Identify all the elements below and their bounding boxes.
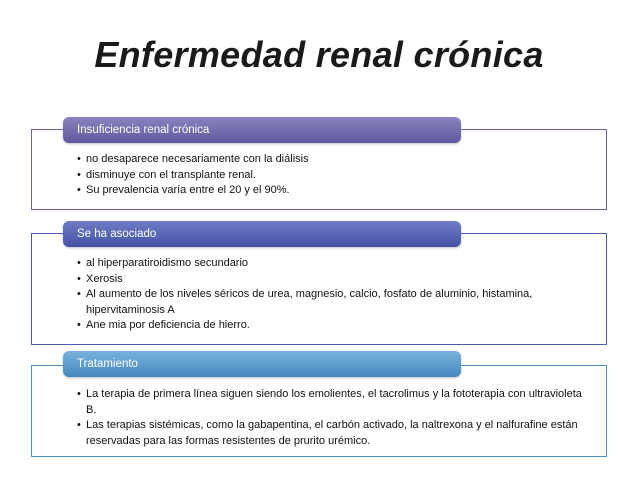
section-header-asociado: Se ha asociado [63, 221, 461, 247]
list-item: • al hiperparatiroidismo secundario [77, 256, 587, 272]
section-list-asociado [77, 256, 587, 334]
list-item: • Su prevalencia varía entre el 20 y el 90%. [77, 183, 587, 199]
list-item: • La terapia de primera línea siguen siendo los emolientes, el tacrolimus y la fototerapia con ultravioleta B. [77, 387, 587, 418]
list-item: • Las terapias sistémicas, como la gabapentina, el carbón activado, la naltrexona y el nalfurafine están reservadas para las formas resistentes de prurito urémico. [77, 418, 587, 449]
list-item: • Ane mia por deficiencia de hierro. [77, 318, 587, 334]
section-header-insuficiencia: Insuficiencia renal crónica [63, 117, 461, 143]
list-item: • Xerosis [77, 272, 587, 288]
slide-title: Enfermedad renal crónica [94, 34, 544, 75]
section-list-insuficiencia [77, 152, 587, 199]
section-list-tratamiento [77, 387, 587, 449]
list-item: • disminuye con el transplante renal. [77, 168, 587, 184]
list-item: • Al aumento de los niveles séricos de urea, magnesio, calcio, fosfato de aluminio, histamina, hipervitaminosis A [77, 287, 587, 318]
list-item: • no desaparece necesariamente con la diálisis [77, 152, 587, 168]
section-header-tratamiento: Tratamiento [63, 351, 461, 377]
